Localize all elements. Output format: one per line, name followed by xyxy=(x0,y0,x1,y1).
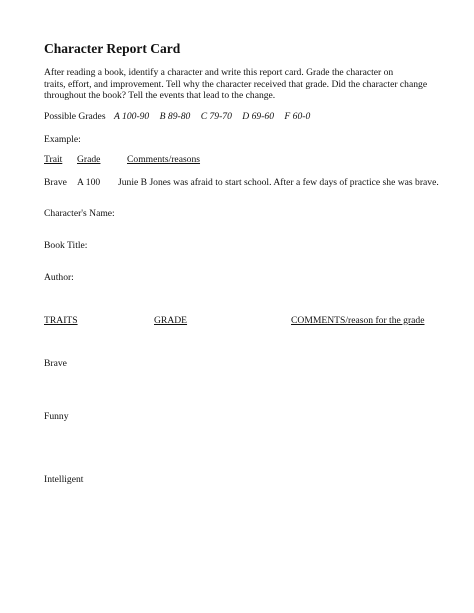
author-field: Author: xyxy=(44,272,74,283)
grade-range-c: C 79-70 xyxy=(200,111,232,122)
example-header-trait: Trait xyxy=(44,154,63,165)
grade-range-f: F 60-0 xyxy=(284,111,311,122)
trait-row-brave: Brave xyxy=(44,358,67,369)
table-header-grade: GRADE xyxy=(154,315,188,326)
page-title: Character Report Card xyxy=(44,41,181,56)
example-grade: A 100 xyxy=(77,177,101,188)
possible-grades-label: Possible Grades xyxy=(44,111,106,122)
instructions-line-2: traits, effort, and improvement. Tell why the character received that grade. Did the character change xyxy=(44,78,428,90)
trait-row-intelligent: Intelligent xyxy=(44,474,84,485)
instructions-paragraph xyxy=(44,67,454,102)
example-comment: Junie B Jones was afraid to start school. After a few days of practice she was brave. xyxy=(118,177,439,188)
table-header-comments: COMMENTS/reason for the grade xyxy=(291,315,425,326)
example-trait: Brave xyxy=(44,177,67,188)
possible-grades-row xyxy=(44,111,318,122)
instructions-line-1: After reading a book, identify a character and write this report card. Grade the character on xyxy=(44,67,394,78)
example-header-grade: Grade xyxy=(77,154,101,165)
character-name-field: Character's Name: xyxy=(44,208,115,219)
instructions-line-3: throughout the book? Tell the events that lead to the change. xyxy=(44,90,276,102)
grade-range-d: D 69-60 xyxy=(242,111,275,122)
example-header-comments: Comments/reasons xyxy=(127,154,201,165)
grade-range-b: B 89-80 xyxy=(159,111,191,122)
table-header-traits: TRAITS xyxy=(44,315,78,326)
book-title-field: Book Title: xyxy=(44,240,88,251)
grade-range-a: A 100-90 xyxy=(113,111,150,122)
example-label: Example: xyxy=(44,134,81,145)
trait-row-funny: Funny xyxy=(44,411,69,422)
